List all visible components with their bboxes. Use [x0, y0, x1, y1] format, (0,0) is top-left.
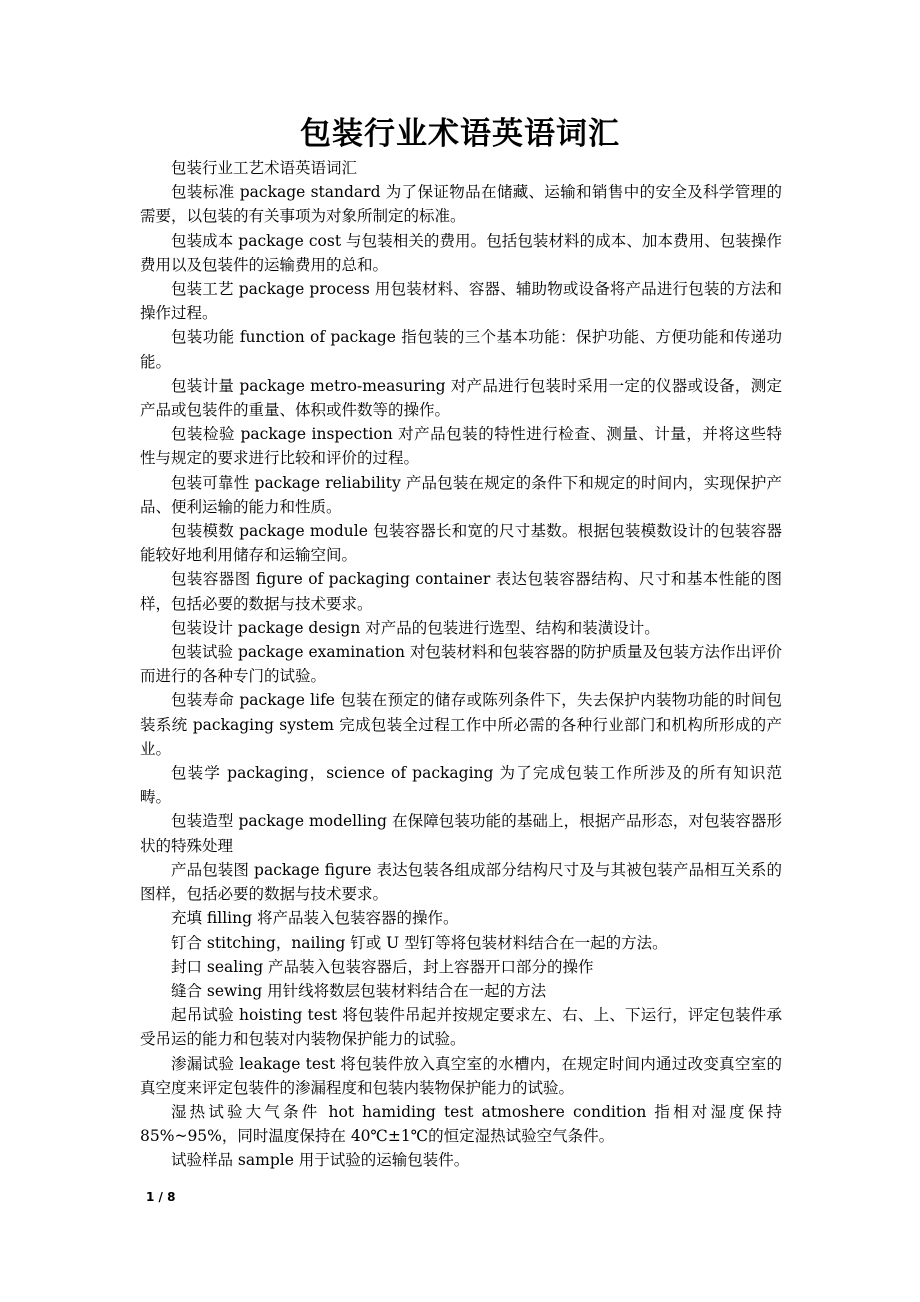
paragraph: 包装工艺 package process 用包装材料、容器、辅助物或设备将产品进行包装的方法和操作过程。: [140, 280, 782, 323]
paragraph: 包装计量 package metro-measuring 对产品进行包装时采用一定的仪器或设备，测定产品或包装件的重量、体积或件数等的操作。: [140, 376, 782, 420]
paragraph: 包装寿命 package life 包装在预定的储存或陈列条件下，失去保护内装物功能的时间包装系统 packaging system 完成包装全过程工作中所必需的各种行业部门和机构所形成的产业。: [140, 691, 782, 758]
paragraph: 封口 sealing 产品装入包装容器后，封上容器开口部分的操作: [171, 957, 594, 976]
page-number: 1 / 8: [146, 1190, 176, 1204]
document-body: [140, 156, 782, 1173]
paragraph: 试验样品 sample 用于试验的运输包装件。: [171, 1151, 470, 1170]
paragraph: 包装检验 package inspection 对产品包装的特性进行检查、测量、计量，并将这些特性与规定的要求进行比较和评价的过程。: [140, 425, 782, 468]
paragraph: 包装容器图 figure of packaging container 表达包装容器结构、尺寸和基本性能的图样，包括必要的数据与技术要求。: [140, 570, 782, 613]
paragraph: 产品包装图 package figure 表达包装各组成部分结构尺寸及与其被包装产品相互关系的图样，包括必要的数据与技术要求。: [140, 860, 782, 904]
paragraph: 包装成本 package cost 与包装相关的费用。包括包装材料的成本、加本费用、包装操作费用以及包装件的运输费用的总和。: [140, 231, 782, 274]
paragraph: 缝合 sewing 用针线将数层包装材料结合在一起的方法: [171, 981, 547, 1000]
paragraph: 包装学 packaging，science of packaging 为了完成包装工作所涉及的所有知识范畴。: [140, 764, 782, 807]
paragraph: 包装功能 function of package 指包装的三个基本功能：保护功能、方便功能和传递功能。: [140, 328, 782, 371]
paragraph: 湿热试验大气条件 hot hamiding test atmoshere condition 指相对湿度保持 85%~95%，同时温度保持在 40℃±1℃的恒定湿热试验空气条件。: [140, 1102, 782, 1146]
paragraph: 包装造型 package modelling 在保障包装功能的基础上，根据产品形态，对包装容器形状的特殊处理: [140, 812, 782, 855]
paragraph: 包装行业工艺术语英语词汇: [171, 159, 358, 177]
document-title: 包装行业术语英语词汇: [300, 116, 620, 152]
paragraph: 充填 filling 将产品装入包装容器的操作。: [171, 909, 459, 928]
paragraph: 包装标准 package standard 为了保证物品在储藏、运输和销售中的安全及科学管理的需要，以包装的有关事项为对象所制定的标准。: [140, 183, 782, 226]
paragraph: 包装试验 package examination 对包装材料和包装容器的防护质量及包装方法作出评价而进行的各种专门的试验。: [140, 643, 782, 686]
paragraph: 包装模数 package module 包装容器长和宽的尺寸基数。根据包装模数设计的包装容器能较好地利用储存和运输空间。: [140, 522, 782, 565]
paragraph: 起吊试验 hoisting test 将包装件吊起并按规定要求左、右、上、下运行，评定包装件承受吊运的能力和包装对内装物保护能力的试验。: [140, 1006, 782, 1049]
paragraph: 渗漏试验 leakage test 将包装件放入真空室的水槽内，在规定时间内通过改变真空室的真空度来评定包装件的渗漏程度和包装内装物保护能力的试验。: [140, 1054, 782, 1097]
paragraph: 包装可靠性 package reliability 产品包装在规定的条件下和规定的时间内，实现保护产品、便利运输的能力和性质。: [140, 473, 782, 516]
paragraph: 包装设计 package design 对产品的包装进行选型、结构和装潢设计。: [171, 618, 660, 637]
paragraph: 钉合 stitching，nailing 钉或 U 型钉等将包装材料结合在一起的方法。: [171, 933, 668, 952]
